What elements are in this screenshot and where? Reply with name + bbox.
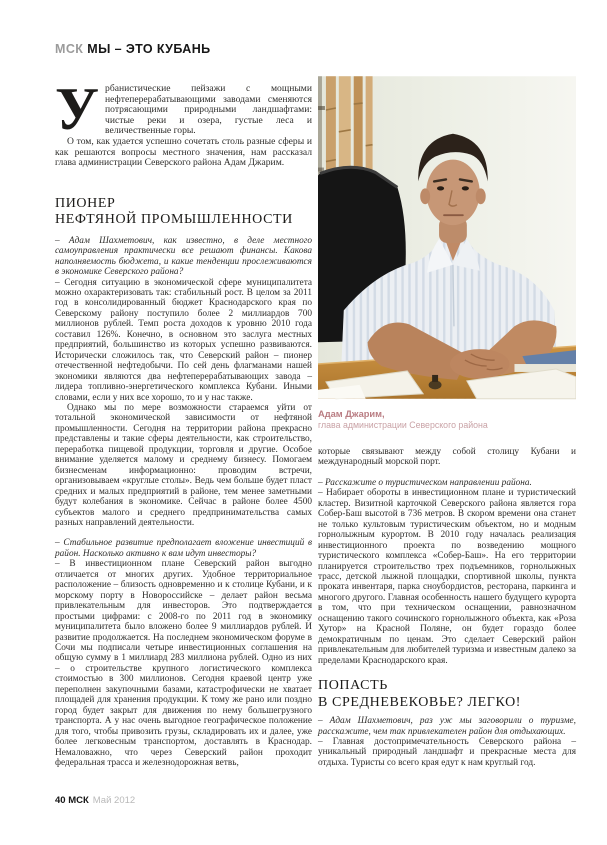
footer-page-number: 40 МСК (55, 795, 89, 806)
left-column (55, 76, 312, 768)
intro-dropcap: У (55, 76, 100, 142)
interview-question-1: – Адам Шахметович, как известно, в деле местного самоуправления практически все решают финансы. Какова наполняемость бюджета, и какие тенденции прослеживаются в экономике Северского района? (55, 235, 312, 278)
intro-lead-text: рбанистические пейзажи с мощными нефтеперерабатывающими заводами сменяются потрясающими природными ландшафтами: чистые реки и озера, густые леса и величественные горы. (105, 83, 312, 137)
portrait-photo (318, 75, 576, 400)
section-heading-pioneer: ПИОНЕР НЕФТЯНОЙ ПРОМЫШЛЕННОСТИ (55, 195, 293, 228)
interview-question-4: – Адам Шахметович, раз уж мы заговорили о туризме, расскажите, чем так привлекателен район для отдыхающих. (318, 716, 576, 737)
interview-question-2: – Стабильное развитие предполагает вложение инвестиций в район. Насколько активно к вам идут инвесторы? (55, 538, 312, 559)
interview-answer-2-continuation: которые связывают между собой столицу Кубани и международный морской порт. (318, 447, 576, 468)
interview-answer-3: – Набирает обороты в инвестиционном плане и туристический кластер. Визитной карточкой Северского района является гора Собер-Баш высотой в 736 метров. В скором времени она станет не только культовым туристическим объектом, но и модным горнолыжным курортом. В 2010 году началась реализация инвестиционного проекта по возведению мощного туристического комплекса «Собер-Баш». На его территории планируется строительство трех подъемников, горнолыжных трасс, детской лыжной площадки, спортивной школы, пункта проката инвентаря, парка сноубордистов, ресторана, паркинга и многого другого. Главная особенность нашего будущего курорта в том, что при техническом оснащении, равнозначном оснащению такого сочинского горнолыжного объекта, как «Роза Хутор» на Красной Поляне, он будет гораздо более демократичным по ценам. Это сделает Северский район привлекательным для любителей туризма и известным далеко за пределами Краснодарского края. (318, 488, 576, 666)
right-column (318, 75, 576, 768)
section-title: МЫ – ЭТО КУБАНЬ (87, 42, 211, 56)
page-footer (55, 795, 135, 806)
page-header (55, 42, 211, 56)
interview-answer-1a: – Сегодня ситуацию в экономической сфере муниципалитета можно охарактеризовать так: стабильный рост. В целом за 2011 год в консолидированный бюджет Краснодарского края по Северскому району поступило более 2 миллиардов 700 миллионов рублей. Темп роста доходов к уровню 2010 года составил 126%. Конечно, в основном это заслуга местных предприятий, большинство из которых успешно развиваются. Исторически сложилось так, что Северский район – пионер отечественной нефтедобычи. По сей день флагманами нашей экономики являются два нефтеперерабатывающих завода – лидера топливно-энергетического комплекса Кубани. Иными словами, если у них все хорошо, то и у нас также. (55, 277, 312, 403)
interview-answer-1b: Однако мы по мере возможности стараемся уйти от тотальной экономической зависимости от нефтяной промышленности. Сегодня на территории района прекрасно представлены и такие сферы деятельности, как строительство, переработка пищевой продукции, торговля и другие. Особое внимание уделяется малому и среднему бизнесу. Помогаем бизнесменам информационно: проводим встречи, организовываем «круглые столы». Ведь чем больше будет пласт средних и малых предприятий в районе, тем менее заметными будут колебания в экономике. Сейчас в районе более 4500 субъектов малого и среднего предпринимательства самых разных направлений деятельности. (55, 403, 312, 528)
photo-caption-role: глава администрации Северского района (318, 420, 488, 430)
interview-answer-2: – В инвестиционном плане Северский район выгодно отличается от многих других. Удобное территориальное расположение – близость одновременно и к столице Кубани, и к морскому порту в Новороссийске – делает район весьма привлекательным для инвесторов. Это подтверждается простыми цифрами: с 2008-го по 2011 год в экономику муниципалитета было вложено более 9 миллиардов рублей. И развитие продолжается. На последнем экономическом форуме в Сочи мы подписали четыре инвестиционных соглашения на общую сумму в 1 миллиард 283 миллиона рублей. Одно из них – о строительстве крупного логистического комплекса стоимостью в 300 миллионов. Сегодня краевой центр уже переполнен закупочными базами, катастрофически не хватает площадей для хранения продукции. К тому же рано или поздно город будет закрыт для движения по нему большегрузного транспорта. А у нас очень выгодное географическое положение для того, чтобы привозить грузы, складировать их и далее, уже более легковесным транспортом, доставлять в Краснодар. Немаловажно, что через Северский район проходит федеральная трасса и железнодорожная ветвь, (55, 559, 312, 768)
intro-paragraph-2: О том, как удается успешно сочетать столь разные сферы и как решаются вопросы местного значения, нам рассказал глава администрации Северского района Адам Джарим. (55, 135, 312, 169)
section-heading-medieval: ПОПАСТЬ В СРЕДНЕВЕКОВЬЕ? ЛЕГКО! (318, 678, 522, 710)
photo-caption-name: Адам Джарим, (318, 409, 385, 419)
intro-paragraph (55, 76, 312, 142)
interview-answer-4: – Главная достопримечательность Северского района – уникальный природный ландшафт и прекрасные места для отдыха. Туристы со всего края едут к нам круглый год. (318, 736, 576, 768)
interview-question-3: – Расскажите о туристическом направлении района. (318, 477, 532, 488)
footer-issue-date: Май 2012 (92, 795, 136, 806)
magazine-logo: МСК (55, 42, 84, 56)
